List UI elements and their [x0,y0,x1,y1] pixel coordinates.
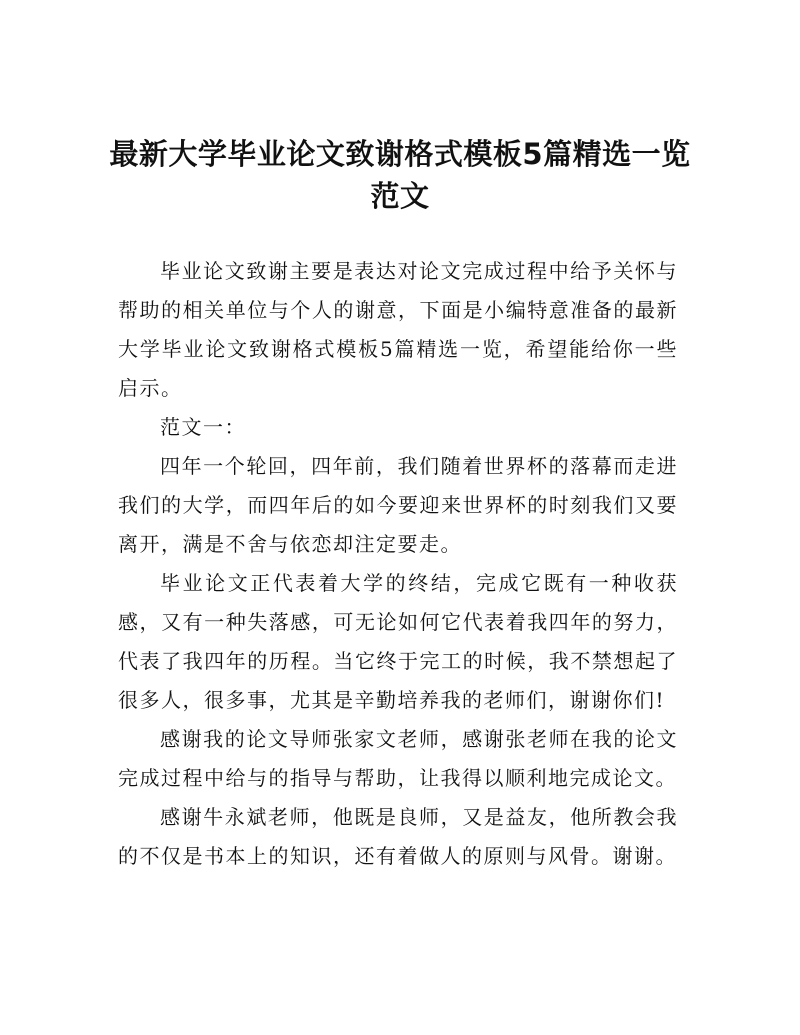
body-paragraph: 感谢我的论文导师张家文老师，感谢张老师在我的论文完成过程中给与的指导与帮助，让我得以顺利地完成论文。 [118,727,678,790]
body-paragraph: 感谢牛永斌老师，他既是良师，又是益友，他所教会我的不仅是书本上的知识，还有着做人的原则与风骨。谢谢。 [118,805,678,868]
sample-heading: 范文一： [160,415,246,439]
body-paragraph: 毕业论文正代表着大学的终结，完成它既有一种收获感，又有一种失落感，可无论如何它代表着我四年的努力，代表了我四年的历程。当它终于完工的时候，我不禁想起了很多人，很多事，尤其是辛勤培养我的老师们，谢谢你们! [118,571,678,712]
document-title: 最新大学毕业论文致谢格式模板5篇精选一览范文 [109,137,691,213]
body-paragraph: 四年一个轮回，四年前，我们随着世界杯的落幕而走进我们的大学，而四年后的如今要迎来世界杯的时刻我们又要离开，满是不舍与依恋却注定要走。 [118,454,678,556]
document-body [118,252,678,876]
intro-paragraph: 毕业论文致谢主要是表达对论文完成过程中给予关怀与帮助的相关单位与个人的谢意，下面是小编特意准备的最新大学毕业论文致谢格式模板5篇精选一览，希望能给你一些启示。 [118,259,678,400]
